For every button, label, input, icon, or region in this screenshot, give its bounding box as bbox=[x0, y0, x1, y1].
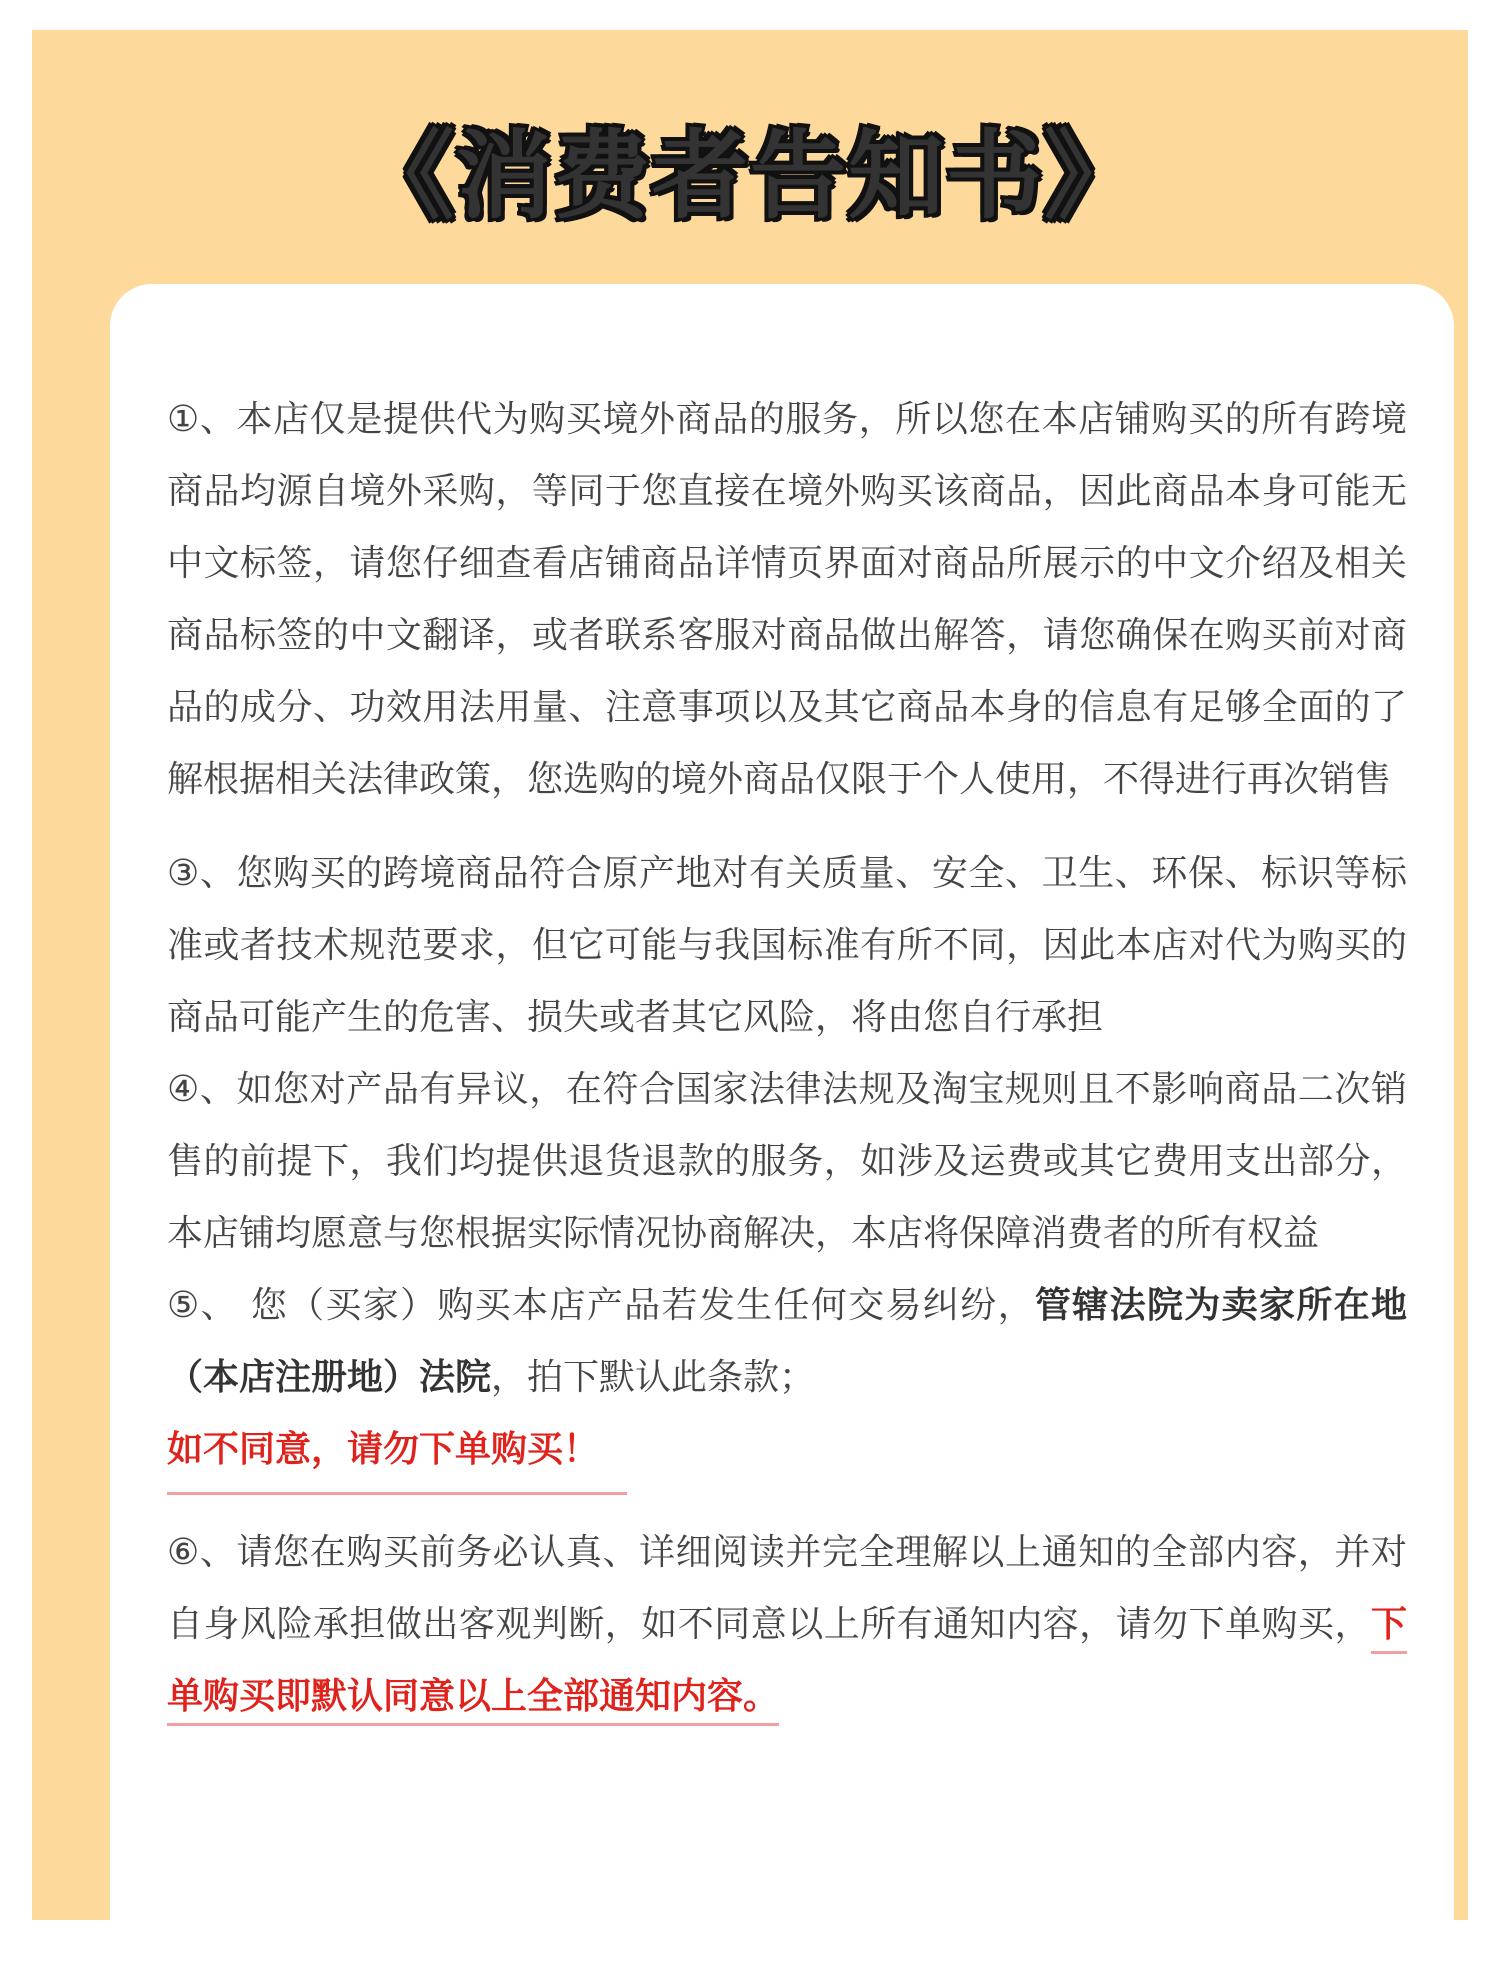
jurisdiction-text: 管辖法院为卖家所在地（本店注册地）法院 bbox=[167, 1285, 1407, 1398]
clause-1: ①、本店仅是提供代为购买境外商品的服务，所以您在本店铺购买的所有跨境商品均源自境外采购，等同于您直接在境外购买该商品，因此商品本身可能无中文标签，请您仔细查看店铺商品详情页界面对商品所展示的中文介绍及相关商品标签的中文翻译，或者联系客服对商品做出解答，请您确保在购买前对商品的成分、功效用法用量、注意事项以及其它商品本身的信息有足够全面的了解根据相关法律政策，您选购的境外商品仅限于个人使用，不得进行再次销售 bbox=[167, 399, 1407, 800]
clause-6-text: ⑥、请您在购买前务必认真、详细阅读并完全理解以上通知的全部内容，并对自身风险承担做出客观判断，如不同意以上所有通知内容，请勿下单购买， bbox=[167, 1532, 1407, 1645]
notice-background bbox=[32, 30, 1468, 1920]
clause-4: ④、如您对产品有异议，在符合国家法律法规及淘宝规则且不影响商品二次销售的前提下，我们均提供退货退款的服务，如涉及运费或其它费用支出部分，本店铺均愿意与您根据实际情况协商解决，本店将保障消费者的所有权益 bbox=[167, 1069, 1407, 1254]
clause-5-suffix: ，拍下默认此条款； bbox=[491, 1357, 816, 1398]
notice-card bbox=[110, 284, 1454, 1984]
warning-line bbox=[167, 1414, 1407, 1495]
clause-5 bbox=[167, 1270, 1407, 1414]
clause-3: ③、您购买的跨境商品符合原产地对有关质量、安全、卫生、环保、标识等标准或者技术规范要求，但它可能与我国标准有所不同，因此本店对代为购买的商品可能产生的危害、损失或者其它风险，将由您自行承担 bbox=[167, 853, 1407, 1038]
consent-notice: 下单购买即默认同意以上全部通知内容。 bbox=[167, 1604, 1407, 1726]
page-title: 《消费者告知书》 bbox=[358, 120, 1142, 232]
clause-5-text: ⑤、 您（买家）购买本店产品若发生任何交易纠纷， bbox=[167, 1285, 1035, 1326]
clause-6 bbox=[167, 1517, 1407, 1733]
notice-content bbox=[167, 384, 1407, 1733]
do-not-buy-warning: 如不同意，请勿下单购买！ bbox=[167, 1414, 627, 1495]
